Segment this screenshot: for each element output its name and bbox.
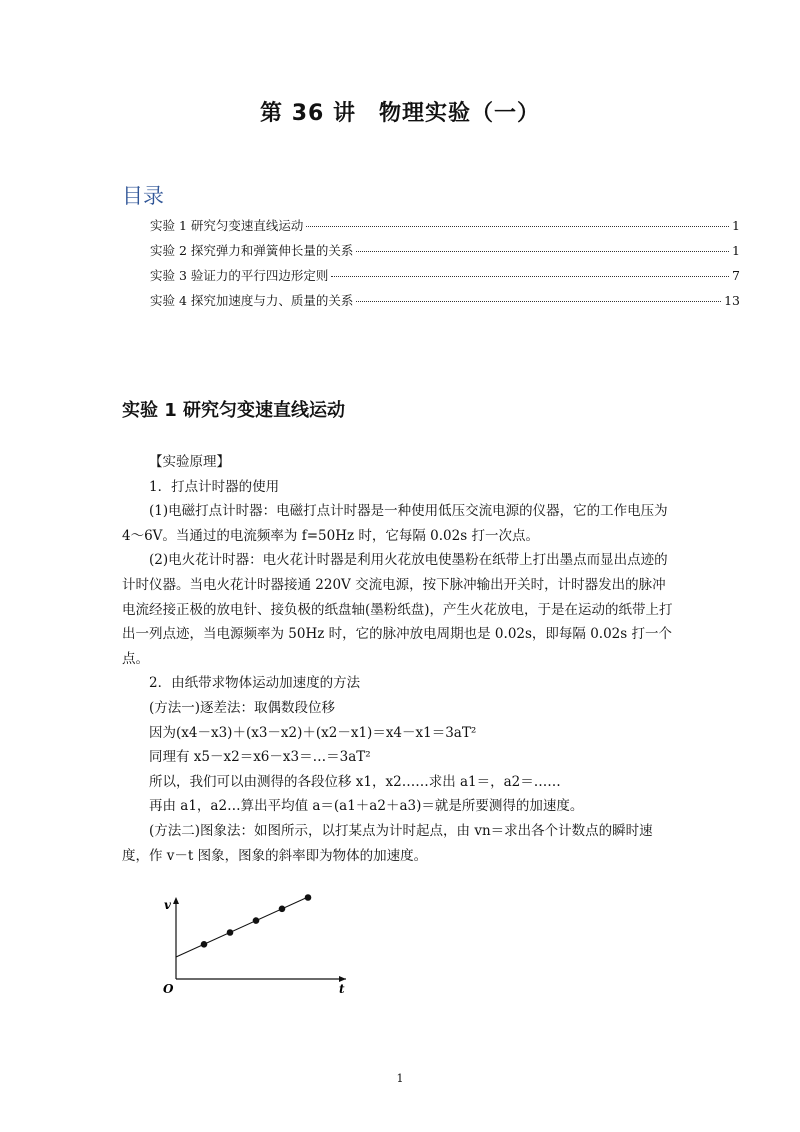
paragraph: (方法二)图象法：如图所示，以打某点为计时起点，由 vn＝求出各个计数点的瞬时速度，作 v－t 图象，图象的斜率即为物体的加速度。	[122, 822, 653, 864]
toc-entry-page: 1	[732, 218, 740, 233]
toc-entry[interactable]	[150, 291, 740, 316]
x-axis-label: t	[339, 982, 345, 996]
fit-line	[176, 897, 308, 957]
toc-entry-label: 实验 4 探究加速度与力、质量的关系	[150, 293, 354, 308]
toc-entry-page: 1	[732, 243, 740, 258]
paragraph: (2)电火花计时器：电火花计时器是利用火花放电使墨粉在纸带上打出墨点而显出点迹的计时仪器。当电火花计时器接通 220V 交流电源，按下脉冲输出开关时，计时器发出的脉冲电流经接正极的放电针、接负极的纸盘轴(墨粉纸盘)，产生火花放电，于是在运动的纸带上打出一列点迹，当电源频率为 50Hz 时，它的脉冲放电周期也是 0.02s，即每隔 0.02s 打一个点。	[122, 552, 673, 667]
velocity-time-graph	[156, 893, 356, 998]
paragraph: 【实验原理】	[149, 454, 230, 470]
paragraph: 再由 a1，a2…算出平均值 a＝(a1＋a2＋a3)＝就是所要测得的加速度。	[149, 798, 584, 815]
data-point	[279, 906, 286, 913]
data-point	[253, 917, 260, 924]
toc-leader-dots	[306, 226, 729, 227]
page-number: 1	[396, 1072, 404, 1085]
origin-label: O	[163, 982, 174, 996]
toc-entry-label: 实验 3 验证力的平行四边形定则	[150, 268, 329, 283]
toc-entry[interactable]	[150, 266, 740, 291]
data-point	[227, 929, 234, 936]
toc-entry-page: 7	[732, 268, 740, 283]
formula-line: 因为(x4－x3)＋(x3－x2)＋(x2－x1)＝x4－x1＝3aT²	[149, 724, 477, 741]
data-point	[305, 894, 312, 901]
formula-line: 同理有 x5－x2＝x6－x3＝…＝3aT²	[149, 749, 371, 766]
toc-leader-dots	[356, 301, 721, 302]
toc-entry-label: 实验 1 研究匀变速直线运动	[150, 218, 304, 233]
toc-entry-page: 13	[724, 293, 740, 308]
toc-leader-dots	[331, 276, 729, 277]
paragraph: 1．打点计时器的使用	[149, 478, 280, 495]
y-axis-arrow-icon	[173, 897, 179, 904]
document-title: 第 36 讲 物理实验（一）	[260, 101, 540, 126]
toc-heading: 目录	[122, 184, 164, 208]
paragraph: (方法一)逐差法：取偶数段位移	[149, 699, 336, 716]
y-axis-label: v	[164, 898, 171, 912]
section-body	[122, 450, 677, 868]
paragraph: 所以，我们可以由测得的各段位移 x1，x2……求出 a1＝，a2＝……	[149, 773, 561, 790]
section-heading: 实验 1 研究匀变速直线运动	[122, 400, 346, 421]
data-point	[201, 941, 208, 948]
paragraph: 2．由纸带求物体运动加速度的方法	[149, 675, 361, 692]
toc-entry-label: 实验 2 探究弹力和弹簧伸长量的关系	[150, 243, 354, 258]
toc-entry[interactable]	[150, 241, 740, 266]
table-of-contents	[150, 216, 740, 316]
paragraph: (1)电磁打点计时器：电磁打点计时器是一种使用低压交流电源的仪器，它的工作电压为 4～6V。当通过的电流频率为 f=50Hz 时，它每隔 0.02s 打一次点。	[122, 503, 668, 544]
toc-entry[interactable]	[150, 216, 740, 241]
toc-leader-dots	[356, 251, 729, 252]
